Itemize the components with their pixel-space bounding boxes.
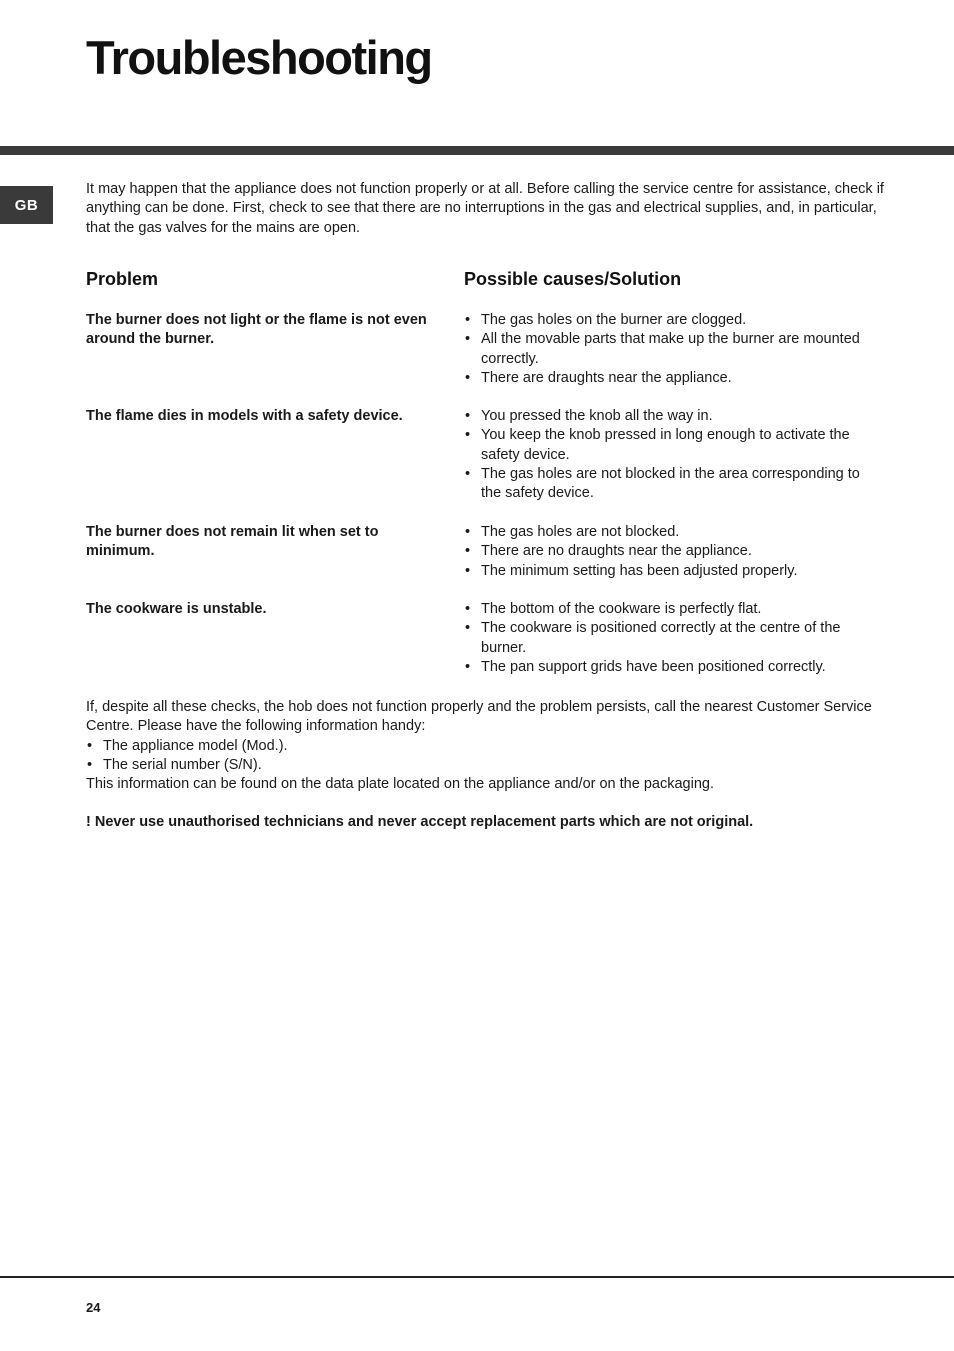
problem-text: The cookware is unstable. (86, 601, 267, 617)
language-tab: GB (0, 186, 53, 224)
problem-column-header: Problem (86, 269, 159, 289)
warning-notice: ! Never use unauthorised technicians and never accept replacement parts which are not original. (86, 814, 754, 830)
footer-rule (0, 1276, 954, 1278)
list-item: • The bottom of the cookware is perfectly flat. (464, 600, 884, 619)
causes-list (464, 600, 884, 677)
list-item: • You pressed the knob all the way in. (464, 407, 884, 426)
info-list (86, 737, 886, 776)
list-item: • There are draughts near the appliance. (464, 369, 884, 388)
causes-list (464, 311, 884, 388)
list-item: • The pan support grids have been positioned correctly. (464, 658, 884, 677)
closing-paragraph: If, despite all these checks, the hob does not function properly and the problem persists, call the nearest Customer Service Centre. Please have the following information handy: (86, 699, 872, 735)
list-item: • The serial number (S/N). (86, 756, 886, 775)
page-number: 24 (86, 1300, 101, 1315)
closing-section (86, 698, 886, 794)
list-item: • The appliance model (Mod.). (86, 737, 886, 756)
list-item: • You keep the knob pressed in long enough to activate the safety device. (464, 426, 884, 465)
problem-text: The burner does not remain lit when set to minimum. (86, 524, 379, 560)
causes-column-header: Possible causes/Solution (464, 269, 682, 289)
problem-text: The burner does not light or the flame is not even around the burner. (86, 312, 427, 348)
causes-list (464, 523, 884, 581)
problem-text: The flame dies in models with a safety device. (86, 408, 403, 424)
list-item: • The gas holes on the burner are clogged. (464, 311, 884, 330)
list-item: • There are no draughts near the appliance. (464, 542, 884, 561)
header-rule (0, 146, 954, 155)
page-title: Troubleshooting (86, 31, 432, 84)
closing-note: This information can be found on the data plate located on the appliance and/or on the packaging. (86, 776, 714, 793)
list-item: • The minimum setting has been adjusted properly. (464, 562, 884, 581)
list-item: • All the movable parts that make up the burner are mounted correctly. (464, 330, 884, 369)
list-item: • The cookware is positioned correctly at the centre of the burner. (464, 619, 884, 658)
list-item: • The gas holes are not blocked. (464, 523, 884, 542)
causes-list (464, 407, 884, 503)
list-item: • The gas holes are not blocked in the area corresponding to the safety device. (464, 465, 884, 504)
intro-paragraph: It may happen that the appliance does not function properly or at all. Before calling the service centre for assistance, check if anything can be done. First, check to see that there are no interruptions in the gas and electrical supplies, and, in particular, that the gas valves for the mains are open. (86, 181, 884, 236)
